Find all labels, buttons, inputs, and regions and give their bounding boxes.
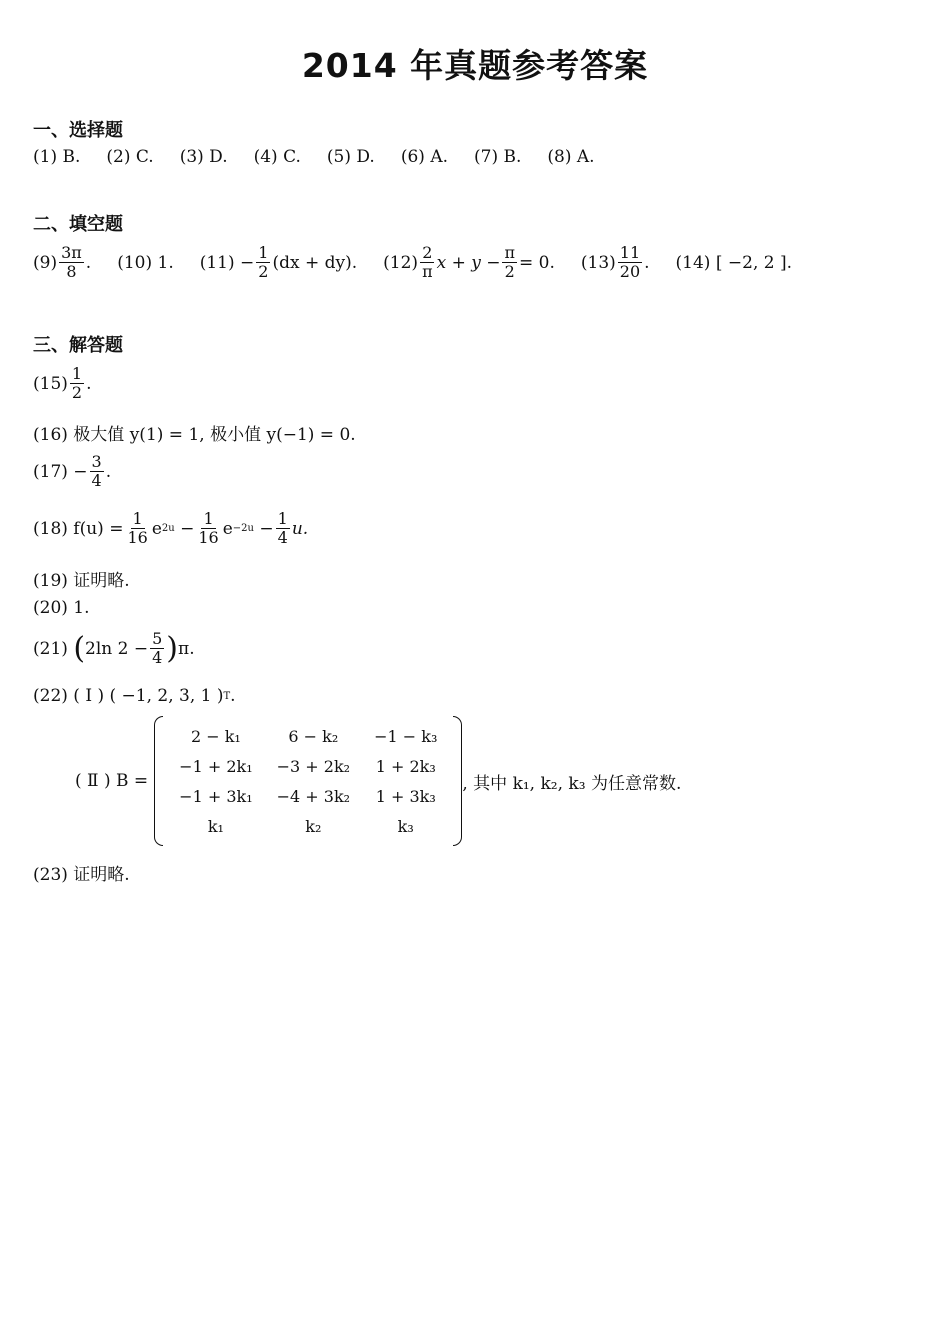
q22-part2-tail: , 其中 k₁, k₂, k₃ 为任意常数. [462,773,682,794]
solve-q17 [33,453,111,490]
q18-exp-base-2: e [222,518,233,539]
matrix-row [167,721,449,751]
choice-answer: (2) C. [106,147,154,167]
choice-answer: (4) C. [253,147,301,167]
fill-q11-tail: (dx + dy). [272,252,358,273]
solve-q15 [33,365,92,402]
q18-tail: u. [291,518,309,539]
q20-text: (20) 1. [33,598,90,618]
choice-answer: (1) B. [33,147,81,167]
fill-q11-label: (11) − [199,252,255,273]
matrix-row [167,751,449,781]
q22-part2-label: ( Ⅱ ) B = [75,771,149,791]
matrix-cell: k₁ [207,816,224,836]
matrix-cell: −4 + 3k₂ [276,786,351,806]
solve-q21 [33,630,195,667]
q18-fraction-1: $\frac{1}{16}$ [127,509,148,547]
matrix-cell: k₂ [305,816,322,836]
fill-q9-tail: . [85,252,92,273]
q21-label: (21) [33,638,68,659]
section-choice-heading: 一、选择题 [33,120,123,141]
q21-open-paren: ( [73,630,86,666]
solve-q19 [33,566,130,591]
solve-q23 [33,860,130,885]
fill-q11-fraction: $\frac{1}{2}$ [258,243,269,281]
matrix-right-bracket [453,716,462,846]
matrix-cell: 2 − k₁ [190,726,241,746]
solve-q22-part2 [75,716,681,846]
fill-q12-mid: x + y − [436,252,501,273]
matrix-row [167,781,449,811]
q21-fraction: $\frac{5}{4}$ [152,629,163,667]
solve-q20 [33,598,90,618]
choice-answer: (8) A. [547,147,595,167]
q21-close-paren: ) [166,630,179,666]
matrix-cell: k₃ [397,816,414,836]
fill-q13-fraction: $\frac{11}{20}$ [619,243,641,281]
q17-fraction: $\frac{3}{4}$ [91,452,102,490]
fill-q13-tail: . [644,252,650,273]
fill-q9-fraction: $\frac{3\pi}{8}$ [61,243,82,281]
solve-q16 [33,420,356,445]
q22-part1-sup: T [223,690,231,702]
fill-q14: (14) [ −2, 2 ]. [675,252,793,273]
matrix-row [167,811,449,841]
fill-q10: (10) 1. [117,252,174,273]
choice-answer: (5) D. [326,147,375,167]
matrix-cell: 1 + 3k₃ [375,786,436,806]
choice-answer: (7) B. [474,147,522,167]
matrix-b [167,721,449,841]
solve-q22-part1 [33,686,236,706]
matrix-cell: −3 + 2k₂ [276,756,351,776]
q18-fraction-3: $\frac{1}{4}$ [277,509,288,547]
solve-q18 [33,510,308,547]
q18-minus-1: − [180,518,195,539]
fill-q9-label: (9) [33,252,58,273]
choice-answer: (6) A. [400,147,448,167]
q16-text: (16) 极大值 y(1) = 1, 极小值 y(−1) = 0. [33,425,356,445]
q15-fraction: $\frac{1}{2}$ [71,364,83,402]
choice-answers-row [33,147,595,167]
fill-q12-fraction-2: $\frac{\pi}{2}$ [504,243,515,281]
fill-answers-row [33,244,792,281]
q22-part1-text: (22) ( Ⅰ ) ( −1, 2, 3, 1 ) [33,686,224,706]
q18-exp-1: 2u [161,523,175,534]
q22-part1-tail: . [230,686,236,706]
q18-exp-2: −2u [232,523,254,534]
matrix-cell: 6 − k₂ [288,726,339,746]
q15-label: (15) [33,373,68,394]
matrix-cell: 1 + 2k₃ [375,756,436,776]
matrix-cell: −1 + 2k₁ [179,756,253,776]
q21-text: 2ln 2 − [85,638,149,659]
matrix-cell: −1 − k₃ [374,726,438,746]
page-title: 2014 年真题参考答案 [301,46,649,85]
q18-exp-base-1: e [151,518,162,539]
q18-fraction-2: $\frac{1}{16}$ [198,509,219,547]
matrix-cell: −1 + 3k₁ [179,786,253,806]
q17-label: (17) − [33,461,88,482]
q21-tail: π. [178,638,195,659]
section-fill-heading: 二、填空题 [33,214,123,235]
q19-text: (19) 证明略. [33,571,130,591]
choice-answer: (3) D. [179,147,228,167]
section-solve-heading: 三、解答题 [33,335,123,356]
fill-q12-tail: = 0. [519,252,555,273]
matrix-left-bracket [154,716,163,846]
fill-q12-fraction: $\frac{2}{\pi}$ [422,243,433,281]
q23-text: (23) 证明略. [33,865,130,885]
q15-tail: . [86,373,92,394]
fill-q12-label: (12) [383,252,419,273]
q17-tail: . [105,461,112,482]
q18-minus-2: − [259,518,274,539]
q18-label: (18) f(u) = [33,518,124,539]
fill-q13-label: (13) [580,252,616,273]
